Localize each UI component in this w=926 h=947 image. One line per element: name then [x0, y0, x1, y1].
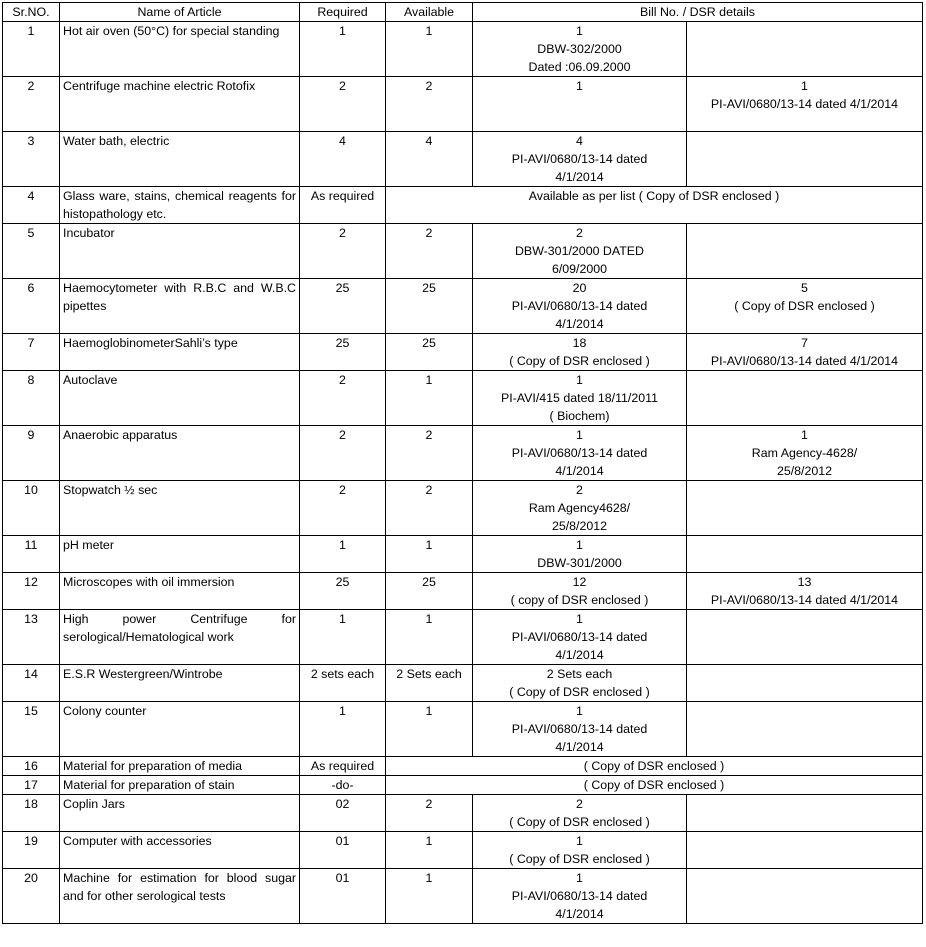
bill-line: 1	[576, 871, 583, 885]
article-name-cell: HaemoglobinometerSahli’s type	[60, 334, 300, 371]
bill-details-extra-cell	[687, 573, 923, 610]
bill-details-extra-cell	[687, 481, 923, 536]
article-name-cell: Stopwatch ½ sec	[60, 481, 300, 536]
sr-no-cell: 9	[3, 426, 60, 481]
bill-details-cell	[473, 832, 687, 869]
available-cell: 2	[386, 795, 473, 832]
available-cell: 2	[386, 426, 473, 481]
sr-no-cell: 4	[3, 187, 60, 224]
available-cell: 1	[386, 610, 473, 665]
bill-line: 1	[576, 428, 583, 442]
availability-note-cell: ( Copy of DSR enclosed )	[386, 757, 923, 776]
table-row	[3, 187, 923, 224]
article-name-cell: Centrifuge machine electric Rotofix	[60, 77, 300, 132]
sr-no-cell: 12	[3, 573, 60, 610]
bill-line: 25/8/2012	[551, 519, 608, 533]
available-cell: 1	[386, 536, 473, 573]
table-row	[3, 573, 923, 610]
bill-details-cell	[473, 481, 687, 536]
header-row	[3, 3, 923, 22]
article-name-cell: pH meter	[60, 536, 300, 573]
article-name-cell: Coplin Jars	[60, 795, 300, 832]
bill-line: ( Copy of DSR enclosed )	[734, 299, 875, 313]
bill-line: DBW-302/2000	[537, 42, 622, 56]
bill-details-cell	[473, 536, 687, 573]
sr-no-cell: 19	[3, 832, 60, 869]
bill-line: 1	[801, 428, 808, 442]
table-row	[3, 481, 923, 536]
available-cell: 25	[386, 573, 473, 610]
required-cell: 1	[300, 610, 386, 665]
bill-line: ( Copy of DSR enclosed )	[509, 354, 650, 368]
bill-line: 18	[572, 336, 587, 350]
bill-line: Dated :06.09.2000	[528, 60, 631, 74]
available-cell: 1	[386, 832, 473, 869]
available-cell: 1	[386, 371, 473, 426]
required-cell: 1	[300, 536, 386, 573]
bill-line: 1	[576, 538, 583, 552]
sr-no-cell: 8	[3, 371, 60, 426]
required-cell: 02	[300, 795, 386, 832]
article-name-cell: Material for preparation of stain	[60, 776, 300, 795]
available-cell: 25	[386, 279, 473, 334]
table-row	[3, 610, 923, 665]
table-row	[3, 279, 923, 334]
bill-details-cell	[473, 795, 687, 832]
bill-details-extra-cell	[687, 22, 923, 77]
bill-line: 4/1/2014	[555, 170, 604, 184]
bill-line: PI-AVI/0680/13-14 dated	[511, 446, 648, 460]
header-sr-no: Sr.NO.	[3, 3, 60, 22]
required-cell: 2	[300, 426, 386, 481]
bill-line: PI-AVI/0680/13-14 dated	[511, 889, 648, 903]
bill-details-cell	[473, 132, 687, 187]
bill-details-cell	[473, 869, 687, 924]
bill-details-extra-cell	[687, 795, 923, 832]
sr-no-cell: 7	[3, 334, 60, 371]
bill-details-cell	[473, 573, 687, 610]
bill-line: 4/1/2014	[555, 740, 604, 754]
bill-details-cell	[473, 22, 687, 77]
sr-no-cell: 13	[3, 610, 60, 665]
equipment-table	[2, 2, 923, 924]
header-bill-details: Bill No. / DSR details	[473, 3, 923, 22]
article-name-cell: Computer with accessories	[60, 832, 300, 869]
bill-line: PI-AVI/0680/13-14 dated 4/1/2014	[710, 354, 899, 368]
bill-line: 1	[576, 79, 583, 93]
article-name-cell: High power Centrifuge for serological/Hematological work	[60, 610, 300, 665]
table-row	[3, 132, 923, 187]
available-cell: 1	[386, 869, 473, 924]
table-row	[3, 702, 923, 757]
table-row	[3, 22, 923, 77]
table-row	[3, 832, 923, 869]
bill-line: Ram Agency-4628/	[751, 446, 858, 460]
required-cell: As required	[300, 757, 386, 776]
article-name-cell: Autoclave	[60, 371, 300, 426]
article-name-cell: Hot air oven (50°C) for special standing	[60, 22, 300, 77]
bill-line: 4	[576, 134, 583, 148]
article-name-cell: Machine for estimation for blood sugar and for other serological tests	[60, 869, 300, 924]
bill-details-extra-cell	[687, 536, 923, 573]
bill-line: 1	[576, 612, 583, 626]
table-row	[3, 795, 923, 832]
bill-details-cell	[473, 224, 687, 279]
bill-line: 1	[576, 24, 583, 38]
bill-line: 25/8/2012	[776, 464, 833, 478]
required-cell: 2	[300, 481, 386, 536]
required-cell: 25	[300, 334, 386, 371]
bill-details-cell	[473, 77, 687, 132]
header-available: Available	[386, 3, 473, 22]
table-row	[3, 757, 923, 776]
required-cell: 2 sets each	[300, 665, 386, 702]
bill-line: Ram Agency4628/	[528, 501, 631, 515]
article-name-cell: Incubator	[60, 224, 300, 279]
required-cell: 25	[300, 573, 386, 610]
bill-line: 20	[572, 281, 587, 295]
bill-line: ( Copy of DSR enclosed )	[509, 852, 650, 866]
bill-line: PI-AVI/0680/13-14 dated	[511, 722, 648, 736]
bill-line: 4/1/2014	[555, 907, 604, 921]
article-name-cell: Microscopes with oil immersion	[60, 573, 300, 610]
article-name-cell: Material for preparation of media	[60, 757, 300, 776]
available-cell: 25	[386, 334, 473, 371]
bill-line: 4/1/2014	[555, 464, 604, 478]
table-row	[3, 77, 923, 132]
header-required: Required	[300, 3, 386, 22]
required-cell: 01	[300, 832, 386, 869]
bill-line: 2	[576, 483, 583, 497]
bill-details-extra-cell	[687, 279, 923, 334]
bill-details-cell	[473, 371, 687, 426]
bill-line: ( Biochem)	[549, 409, 610, 423]
sr-no-cell: 18	[3, 795, 60, 832]
bill-line: PI-AVI/415 dated 18/11/2011	[500, 391, 659, 405]
bill-details-cell	[473, 279, 687, 334]
table-row	[3, 536, 923, 573]
available-cell: 2	[386, 481, 473, 536]
table-row	[3, 224, 923, 279]
required-cell: 01	[300, 869, 386, 924]
bill-details-extra-cell	[687, 426, 923, 481]
available-cell: 1	[386, 702, 473, 757]
article-name-cell: E.S.R Westergreen/Wintrobe	[60, 665, 300, 702]
bill-details-extra-cell	[687, 371, 923, 426]
sr-no-cell: 3	[3, 132, 60, 187]
required-cell: -do-	[300, 776, 386, 795]
available-cell: 2	[386, 224, 473, 279]
bill-line: PI-AVI/0680/13-14 dated	[511, 630, 648, 644]
sr-no-cell: 17	[3, 776, 60, 795]
bill-line: 5	[801, 281, 808, 295]
required-cell: 2	[300, 224, 386, 279]
bill-details-extra-cell	[687, 224, 923, 279]
required-cell: 25	[300, 279, 386, 334]
available-cell: 4	[386, 132, 473, 187]
table-body	[3, 22, 923, 924]
bill-line: 1	[801, 79, 808, 93]
bill-details-cell	[473, 610, 687, 665]
bill-line: PI-AVI/0680/13-14 dated	[511, 152, 648, 166]
bill-line: 6/09/2000	[551, 262, 608, 276]
article-name-cell: Colony counter	[60, 702, 300, 757]
table-row	[3, 776, 923, 795]
available-cell: 1	[386, 22, 473, 77]
table-row	[3, 869, 923, 924]
required-cell: 1	[300, 22, 386, 77]
bill-details-extra-cell	[687, 334, 923, 371]
bill-details-extra-cell	[687, 832, 923, 869]
bill-details-extra-cell	[687, 132, 923, 187]
sr-no-cell: 1	[3, 22, 60, 77]
bill-line: 1	[576, 704, 583, 718]
bill-details-extra-cell	[687, 702, 923, 757]
bill-details-cell	[473, 702, 687, 757]
bill-details-cell	[473, 426, 687, 481]
sr-no-cell: 16	[3, 757, 60, 776]
sr-no-cell: 15	[3, 702, 60, 757]
table-row	[3, 665, 923, 702]
sr-no-cell: 14	[3, 665, 60, 702]
bill-line: DBW-301/2000 DATED	[514, 244, 644, 258]
bill-line: ( Copy of DSR enclosed )	[509, 685, 650, 699]
bill-line: 1	[576, 373, 583, 387]
bill-line: 7	[801, 336, 808, 350]
required-cell: As required	[300, 187, 386, 224]
bill-line: 2	[576, 797, 583, 811]
availability-note-cell: Available as per list ( Copy of DSR enclosed )	[386, 187, 923, 224]
required-cell: 2	[300, 77, 386, 132]
bill-line: 4/1/2014	[555, 648, 604, 662]
available-cell: 2 Sets each	[386, 665, 473, 702]
article-name-cell: Haemocytometer with R.B.C and W.B.C pipettes	[60, 279, 300, 334]
bill-line: 12	[572, 575, 587, 589]
header-article-name: Name of Article	[60, 3, 300, 22]
sr-no-cell: 11	[3, 536, 60, 573]
sr-no-cell: 6	[3, 279, 60, 334]
bill-line: 4/1/2014	[555, 317, 604, 331]
bill-line: 13	[797, 575, 812, 589]
table-row	[3, 371, 923, 426]
bill-line: DBW-301/2000	[537, 556, 622, 570]
article-name-cell: Glass ware, stains, chemical reagents for histopathology etc.	[60, 187, 300, 224]
availability-note-cell: ( Copy of DSR enclosed )	[386, 776, 923, 795]
bill-line: PI-AVI/0680/13-14 dated 4/1/2014	[710, 593, 899, 607]
bill-line: PI-AVI/0680/13-14 dated 4/1/2014	[710, 97, 899, 111]
bill-details-cell	[473, 334, 687, 371]
required-cell: 1	[300, 702, 386, 757]
bill-line: 2	[576, 226, 583, 240]
bill-line: PI-AVI/0680/13-14 dated	[511, 299, 648, 313]
table-row	[3, 426, 923, 481]
bill-details-cell	[473, 665, 687, 702]
article-name-cell: Anaerobic apparatus	[60, 426, 300, 481]
bill-details-extra-cell	[687, 610, 923, 665]
bill-line: 2 Sets each	[546, 667, 613, 681]
article-name-cell: Water bath, electric	[60, 132, 300, 187]
bill-details-extra-cell	[687, 869, 923, 924]
bill-line: ( copy of DSR enclosed )	[510, 593, 649, 607]
table-row	[3, 334, 923, 371]
bill-details-extra-cell	[687, 665, 923, 702]
required-cell: 4	[300, 132, 386, 187]
available-cell: 2	[386, 77, 473, 132]
bill-line: ( Copy of DSR enclosed )	[509, 815, 650, 829]
sr-no-cell: 10	[3, 481, 60, 536]
bill-details-extra-cell	[687, 77, 923, 132]
sr-no-cell: 5	[3, 224, 60, 279]
bill-line: 1	[576, 834, 583, 848]
required-cell: 2	[300, 371, 386, 426]
sr-no-cell: 20	[3, 869, 60, 924]
sr-no-cell: 2	[3, 77, 60, 132]
